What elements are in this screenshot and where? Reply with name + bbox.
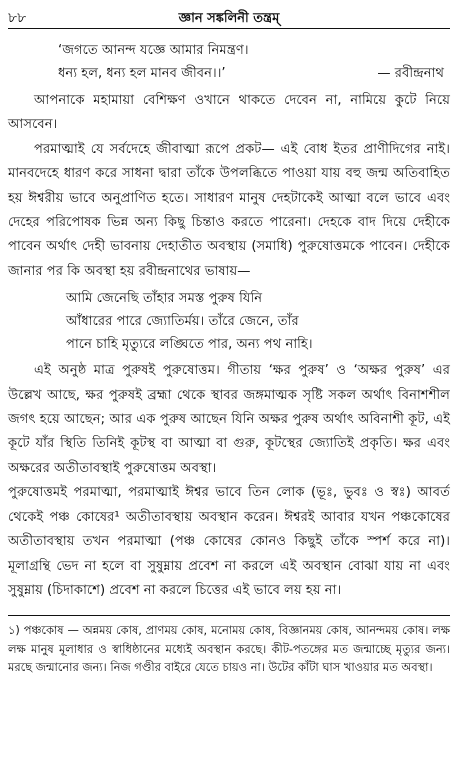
paragraph: আপনাকে মহামায়া বেশিক্ষণ ওখানে থাকতে দেবেন না, নামিয়ে কুটে নিয়ে আসবেন। [8,93,450,133]
paragraph: পরমাত্মাই যে সর্বদেহে জীবাত্মা রূপে প্রকট— এই বোধ ইতর প্রাণীদিগের নাই। মানবদেহে ধারণ করে সাধনা দ্বারা তাঁকে উপলব্ধিতে পাওয়া যায় বহু জন্ম অতিবাহিত হয় ঈশ্বরীয় ভাবে অনুপ্রাণিত হতে। সাধারণ মানুষ দেহটাকেই আত্মা বলে ভাবে এবং দেহের পরিপোষক ভিন্ন অন্য কিছু চিন্তাও করতে পারেনা। দেহকে বাদ দিয়ে দেহীকে পাবেন অর্থাৎ দেহী ভাবনায় দেহাতীত অবস্থায় (সমাধি) পুরুষোত্তমকে পাবেন। দেহীকে জানার পর কি অবস্থা হয় রবীন্দ্রনাথের ভাষায়— [8,141,450,279]
opening-quote [8,39,450,85]
verse-quote [8,287,450,356]
verse-line: আমি জেনেছি তাঁহার সমস্ত পুরুষ যিনি [66,291,263,307]
verse-line: আঁধারের পারে জ্যোতির্ময়। তাঁরে জেনে, তাঁর [66,314,299,330]
footnote-rule [8,615,450,616]
page-header [8,6,450,26]
paragraph: পুরুষোত্তমই পরমাত্মা, পরমাত্মাই ঈশ্বর ভাবে তিন লোক (ভূঃ, ভুবঃ ও স্বঃ) আবর্ত থেকেই পঞ্চ কোষের¹ অতীতাবস্থায় অবস্থান করেন। ঈশ্বরই আবার যখন পঞ্চকোষের অতীতাবস্থায় তখন পরমাত্মা (পঞ্চ কোষের কোনও কিছুই তাঁকে স্পর্শ করে না)। মূলাগ্রন্থি ভেদ না হলে বা সুষুম্নায় প্রবেশ না করলে এই অবস্থান বোঝা যায় না এবং সুষুম্নায় (চিদাকাশে) প্রবেশ না করলে চিত্তের এই ভাবে লয় হয় না। [8,485,450,598]
footnote: ১) পঞ্চকোষ — অন্নময় কোষ, প্রাণময় কোষ, মনোময় কোষ, বিজ্ঞানময় কোষ, আনন্দময় কোষ। লক্ষ লক্ষ মানুষ মূলাধার ও স্বাধিষ্ঠানের মধ্যেই অবস্থান করছে। কীট-পতঙ্গের মত জন্মাচ্ছে মৃত্যুর জন্য। মরছে জন্মানোর জন্য। নিজ গণ্ডীর বাইরে যেতে চায়ও না। উটের কাঁটা ঘাস খাওয়ার মত অবস্থা। [8,623,450,675]
quote-attribution: — রবীন্দ্রনাথ [377,66,444,81]
page-number: ৮৮ [8,10,27,26]
quote-line [58,62,450,85]
running-title: জ্ঞান সঙ্কলিনী তন্ত্রম্ [178,11,280,26]
paragraph: এই অনুষ্ঠ মাত্র পুরুষই পুরুষোত্তম। গীতায় ‘ক্ষর পুরুষ’ ও ‘অক্ষর পুরুষ’ এর উল্লেখ আছে, ক্ষর পুরুষই ব্রহ্মা থেকে স্থাবর জঙ্গমাত্মক সৃষ্টি সকল অর্থাৎ বিনাশশীল জগৎ হয়ে আছেন; আর এক পুরুষ আছেন যিনি অক্ষর পুরুষ অর্থাৎ অবিনাশী কূট, এই কূটে যাঁর স্থিতি তিনিই কূটস্থ বা আত্মা বা গুরু, কূটস্থের জ্যোতিই প্রকৃতি। ক্ষর এবং অক্ষরের অতীতাবস্থাই পুরুষোত্তম অবস্থা। [8,363,450,476]
quote-text: ধন্য হল, ধন্য হল মানব জীবন।।’ [58,66,226,81]
verse-line: পানে চাহি মৃত্যুরে লঙ্ঘিতে পার, অন্য পথ নাহি। [66,337,313,353]
quote-line: ‘জগতে আনন্দ যজ্ঞে আমার নিমন্ত্রণ। [58,43,249,58]
